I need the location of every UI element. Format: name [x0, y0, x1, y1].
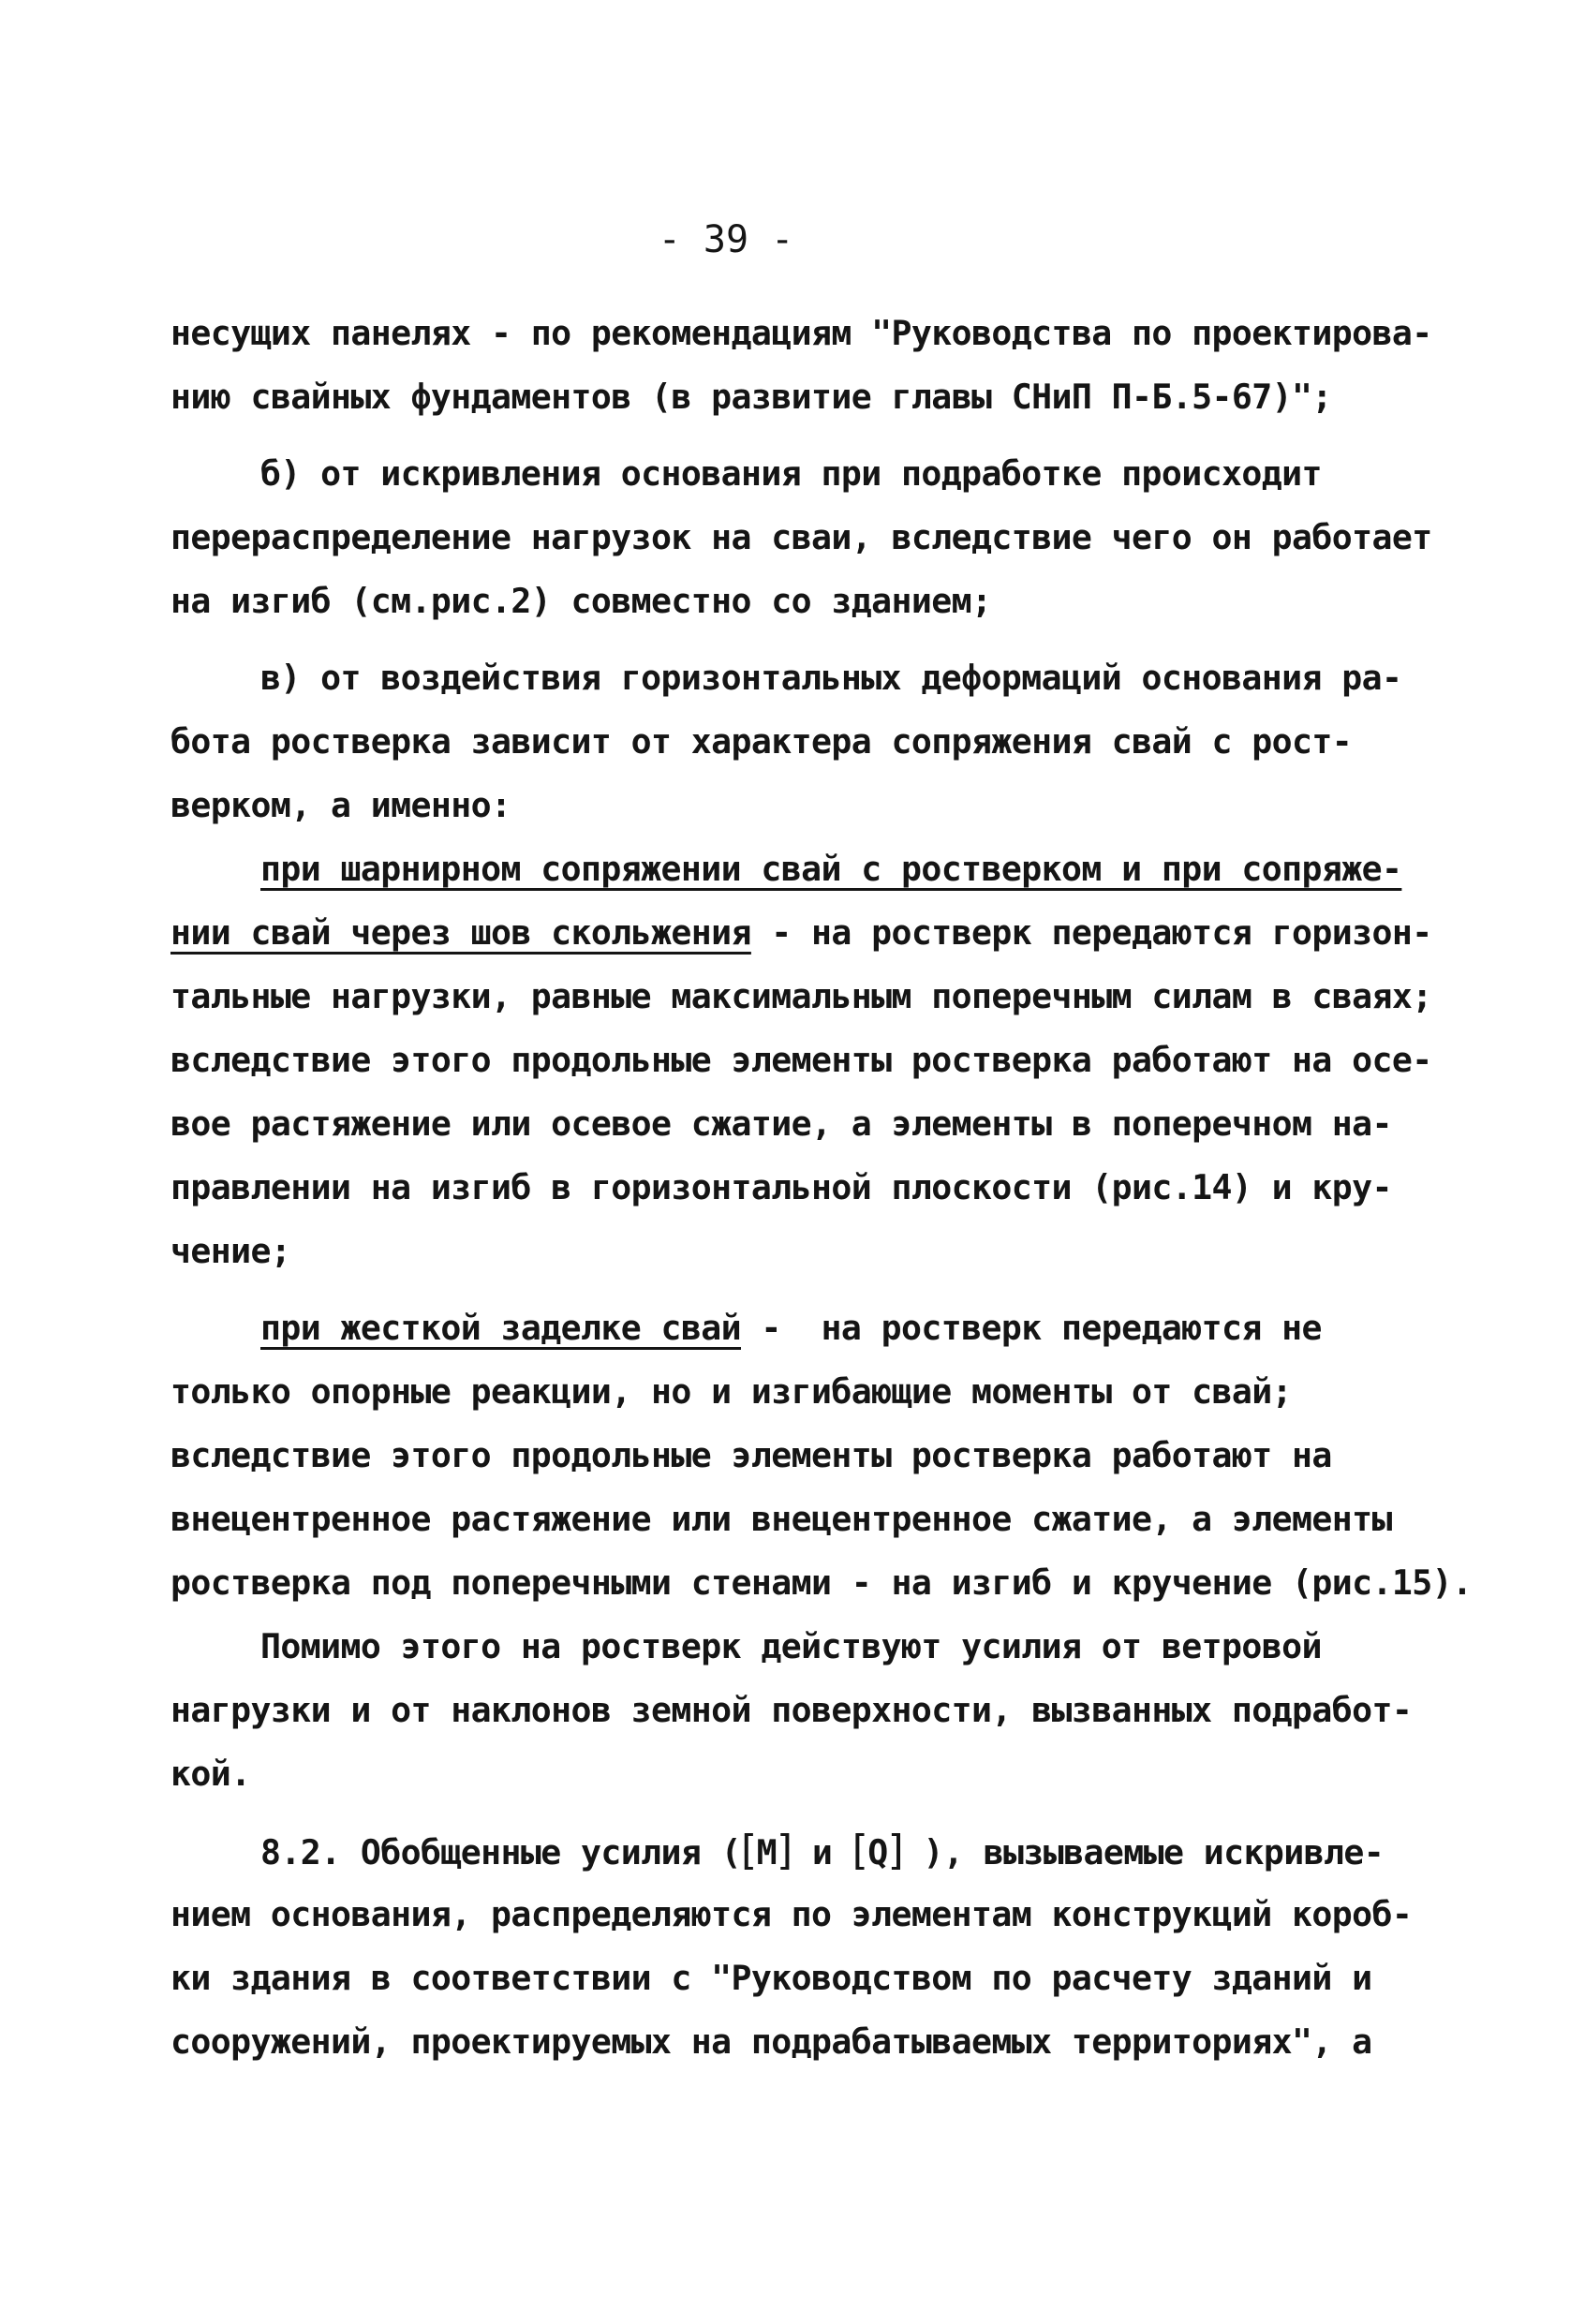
underlined-term: нии свай через шов скольжения — [170, 912, 751, 953]
symbol-m: M — [756, 1832, 777, 1873]
text-line: тальные нагрузки, равные максимальным поперечным силам в сваях; — [170, 976, 1432, 1016]
text-fragment: - на ростверк передаются не — [741, 1308, 1322, 1348]
bracket-open: [ — [741, 1827, 757, 1874]
text-line: сооружений, проектируемых на подрабатываемых территориях", а — [170, 2021, 1372, 2062]
text-line — [170, 901, 1444, 965]
underlined-term: при шарнирном сопряжении свай с ростверком и при сопряже- — [260, 849, 1402, 889]
bracket-close: ] — [887, 1827, 904, 1874]
page-number: - 39 - — [658, 218, 794, 261]
paragraph-gap — [170, 429, 1444, 442]
paragraph-gap — [170, 1806, 1444, 1819]
text-line: перераспределение нагрузок на сваи, вследствие чего он работает — [170, 517, 1432, 557]
text-line: верком, а именно: — [170, 785, 511, 825]
bracket-close: ] — [776, 1827, 792, 1874]
text-line: внецентренное растяжение или внецентренное сжатие, а элементы — [170, 1499, 1392, 1539]
text-line: вследствие этого продольные элементы ростверка работают на осе- — [170, 1040, 1432, 1080]
text-line: на изгиб (см.рис.2) совместно со зданием; — [170, 581, 992, 621]
text-line — [170, 1296, 1444, 1360]
text-line: ростверка под поперечными стенами - на изгиб и кручение (рис.15). — [170, 1562, 1473, 1603]
text-fragment: и — [792, 1832, 852, 1873]
text-line: правлении на изгиб в горизонтальной плоскости (рис.14) и кру- — [170, 1167, 1392, 1207]
bracket-open: [ — [852, 1827, 868, 1874]
text-line: вое растяжение или осевое сжатие, а элементы в поперечном на- — [170, 1103, 1392, 1144]
text-line: ки здания в соответствии с "Руководством по расчету зданий и — [170, 1958, 1372, 1998]
text-fragment: - на ростверк передаются горизон- — [750, 912, 1432, 953]
text-line: Помимо этого на ростверк действуют усилия от ветровой — [260, 1626, 1322, 1666]
body-text — [170, 302, 1473, 2074]
text-line: нию свайных фундаментов (в развитие главы СНиП П-Б.5-67)"; — [170, 377, 1332, 417]
text-line: б) от искривления основания при подработке происходит — [260, 453, 1322, 494]
text-line: только опорные реакции, но и изгибающие моменты от свай; — [170, 1371, 1292, 1412]
text-line: чение; — [170, 1231, 291, 1271]
text-line: кой. — [170, 1754, 251, 1794]
text-line: нагрузки и от наклонов земной поверхности, вызванных подработ- — [170, 1690, 1413, 1730]
text-line — [170, 1819, 1444, 1883]
underlined-term: при жесткой заделке свай — [260, 1308, 741, 1348]
text-line: в) от воздействия горизонтальных деформаций основания ра- — [260, 658, 1402, 698]
text-line: нием основания, распределяются по элементам конструкций короб- — [170, 1894, 1413, 1934]
symbol-q: Q — [867, 1832, 888, 1873]
text-fragment: ), вызываемые искривле- — [903, 1832, 1385, 1873]
text-fragment: 8.2. Обобщенные усилия ( — [260, 1832, 741, 1873]
text-line: вследствие этого продольные элементы ростверка работают на — [170, 1435, 1332, 1475]
paragraph-gap — [170, 633, 1444, 646]
text-line — [170, 837, 1444, 901]
paragraph-gap — [170, 1283, 1444, 1296]
text-line: бота ростверка зависит от характера сопряжения свай с рост- — [170, 721, 1353, 762]
text-line: несущих панелях - по рекомендациям "Руководства по проектирова- — [170, 313, 1432, 353]
